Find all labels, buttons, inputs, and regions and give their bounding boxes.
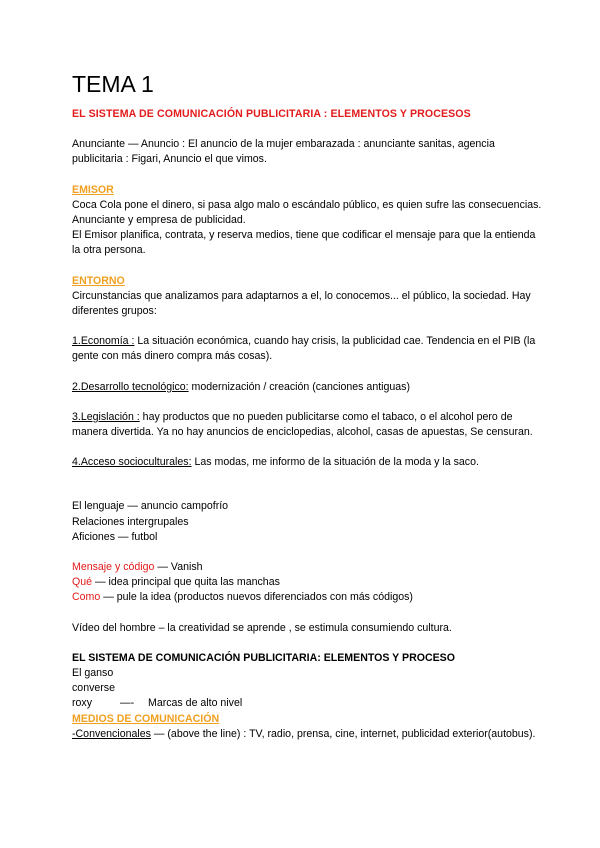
intro-paragraph: Anunciante — Anuncio : El anuncio de la mujer embarazada : anunciante sanitas, agencia publicitaria : Figari, Anuncio el que vimos. xyxy=(72,138,495,166)
emisor-label: EMISOR xyxy=(72,183,114,196)
list-item: Aficiones — futbol xyxy=(72,530,158,543)
entorno-label: ENTORNO xyxy=(72,274,125,287)
roxy-text: Marcas de alto nivel xyxy=(148,697,243,710)
como-line xyxy=(72,590,542,605)
group-text: hay productos que no pueden publicitarse como el tabaco, o el alcohol pero de manera divertida. Ya no hay anuncios de enciclopedias, alcohol, casas de apuestas, Se censuran. xyxy=(72,410,533,439)
entorno-text: Circunstancias que analizamos para adaptarnos a el, lo conocemos... el público, la sociedad. Hay diferentes grupos: xyxy=(72,289,531,318)
page-title: TEMA 1 xyxy=(72,71,154,97)
group-label: 2.Desarrollo tecnológico: xyxy=(72,380,189,393)
group-item xyxy=(72,455,542,470)
list-item: El lenguaje — anuncio campofrío xyxy=(72,500,229,513)
group-text: La situación económica, cuando hay crisis, la publicidad cae. Tendencia en el PIB (la gente con más dinero compra más cosas). xyxy=(72,335,536,363)
group-item xyxy=(72,380,542,395)
mensaje-label: Mensaje y código xyxy=(72,561,155,574)
group-label: 3.Legislación : xyxy=(72,410,140,423)
group-label: 4.Acceso socioculturales: xyxy=(72,456,192,469)
list-item: Relaciones intergrupales xyxy=(72,515,189,528)
group-item xyxy=(72,334,542,364)
video-paragraph: Vídeo del hombre – la creatividad se aprende , se estimula consumiendo cultura. xyxy=(72,621,452,634)
convencionales-label: -Convencionales xyxy=(72,727,151,740)
roxy-line xyxy=(72,696,542,711)
convencionales-text: — (above the line) : TV, radio, prensa, cine, internet, publicidad exterior(autobus). xyxy=(150,727,536,740)
medios-label: MEDIOS DE COMUNICACIÓN xyxy=(72,712,220,725)
roxy-name: roxy xyxy=(72,697,93,710)
como-text: — pule la idea (productos nuevos diferenciados con más códigos) xyxy=(100,591,413,604)
document-content xyxy=(72,70,542,742)
mensaje-text: — Vanish xyxy=(154,561,203,574)
emisor-text-2: El Emisor planifica, contrata, y reserva medios, tiene que codificar el mensaje para que la entienda la otra persona. xyxy=(72,229,536,257)
group-label: 1.Economía : xyxy=(72,335,135,348)
group-item xyxy=(72,410,542,440)
brand-item: converse xyxy=(72,682,115,695)
convencionales-line xyxy=(72,727,542,742)
mensaje-line xyxy=(72,560,542,575)
emisor-text-1: Coca Cola pone el dinero, si pasa algo malo o escándalo público, es quien sufre las consecuencias. Anunciante y empresa de publicidad. xyxy=(72,198,542,227)
que-text: — idea principal que quita las manchas xyxy=(92,576,280,589)
brand-item: El ganso xyxy=(72,667,114,680)
como-label: Como xyxy=(72,591,101,604)
group-text: Las modas, me informo de la situación de la moda y la saco. xyxy=(191,456,479,469)
que-label: Qué xyxy=(72,576,93,589)
group-text: modernización / creación (canciones antiguas) xyxy=(188,380,411,393)
section-heading-2: EL SISTEMA DE COMUNICACIÓN PUBLICITARIA: ELEMENTOS Y PROCESO xyxy=(72,651,455,664)
roxy-dash: —- xyxy=(120,697,135,710)
section-heading: EL SISTEMA DE COMUNICACIÓN PUBLICITARIA : ELEMENTOS Y PROCESOS xyxy=(72,108,471,120)
que-line xyxy=(72,575,542,590)
